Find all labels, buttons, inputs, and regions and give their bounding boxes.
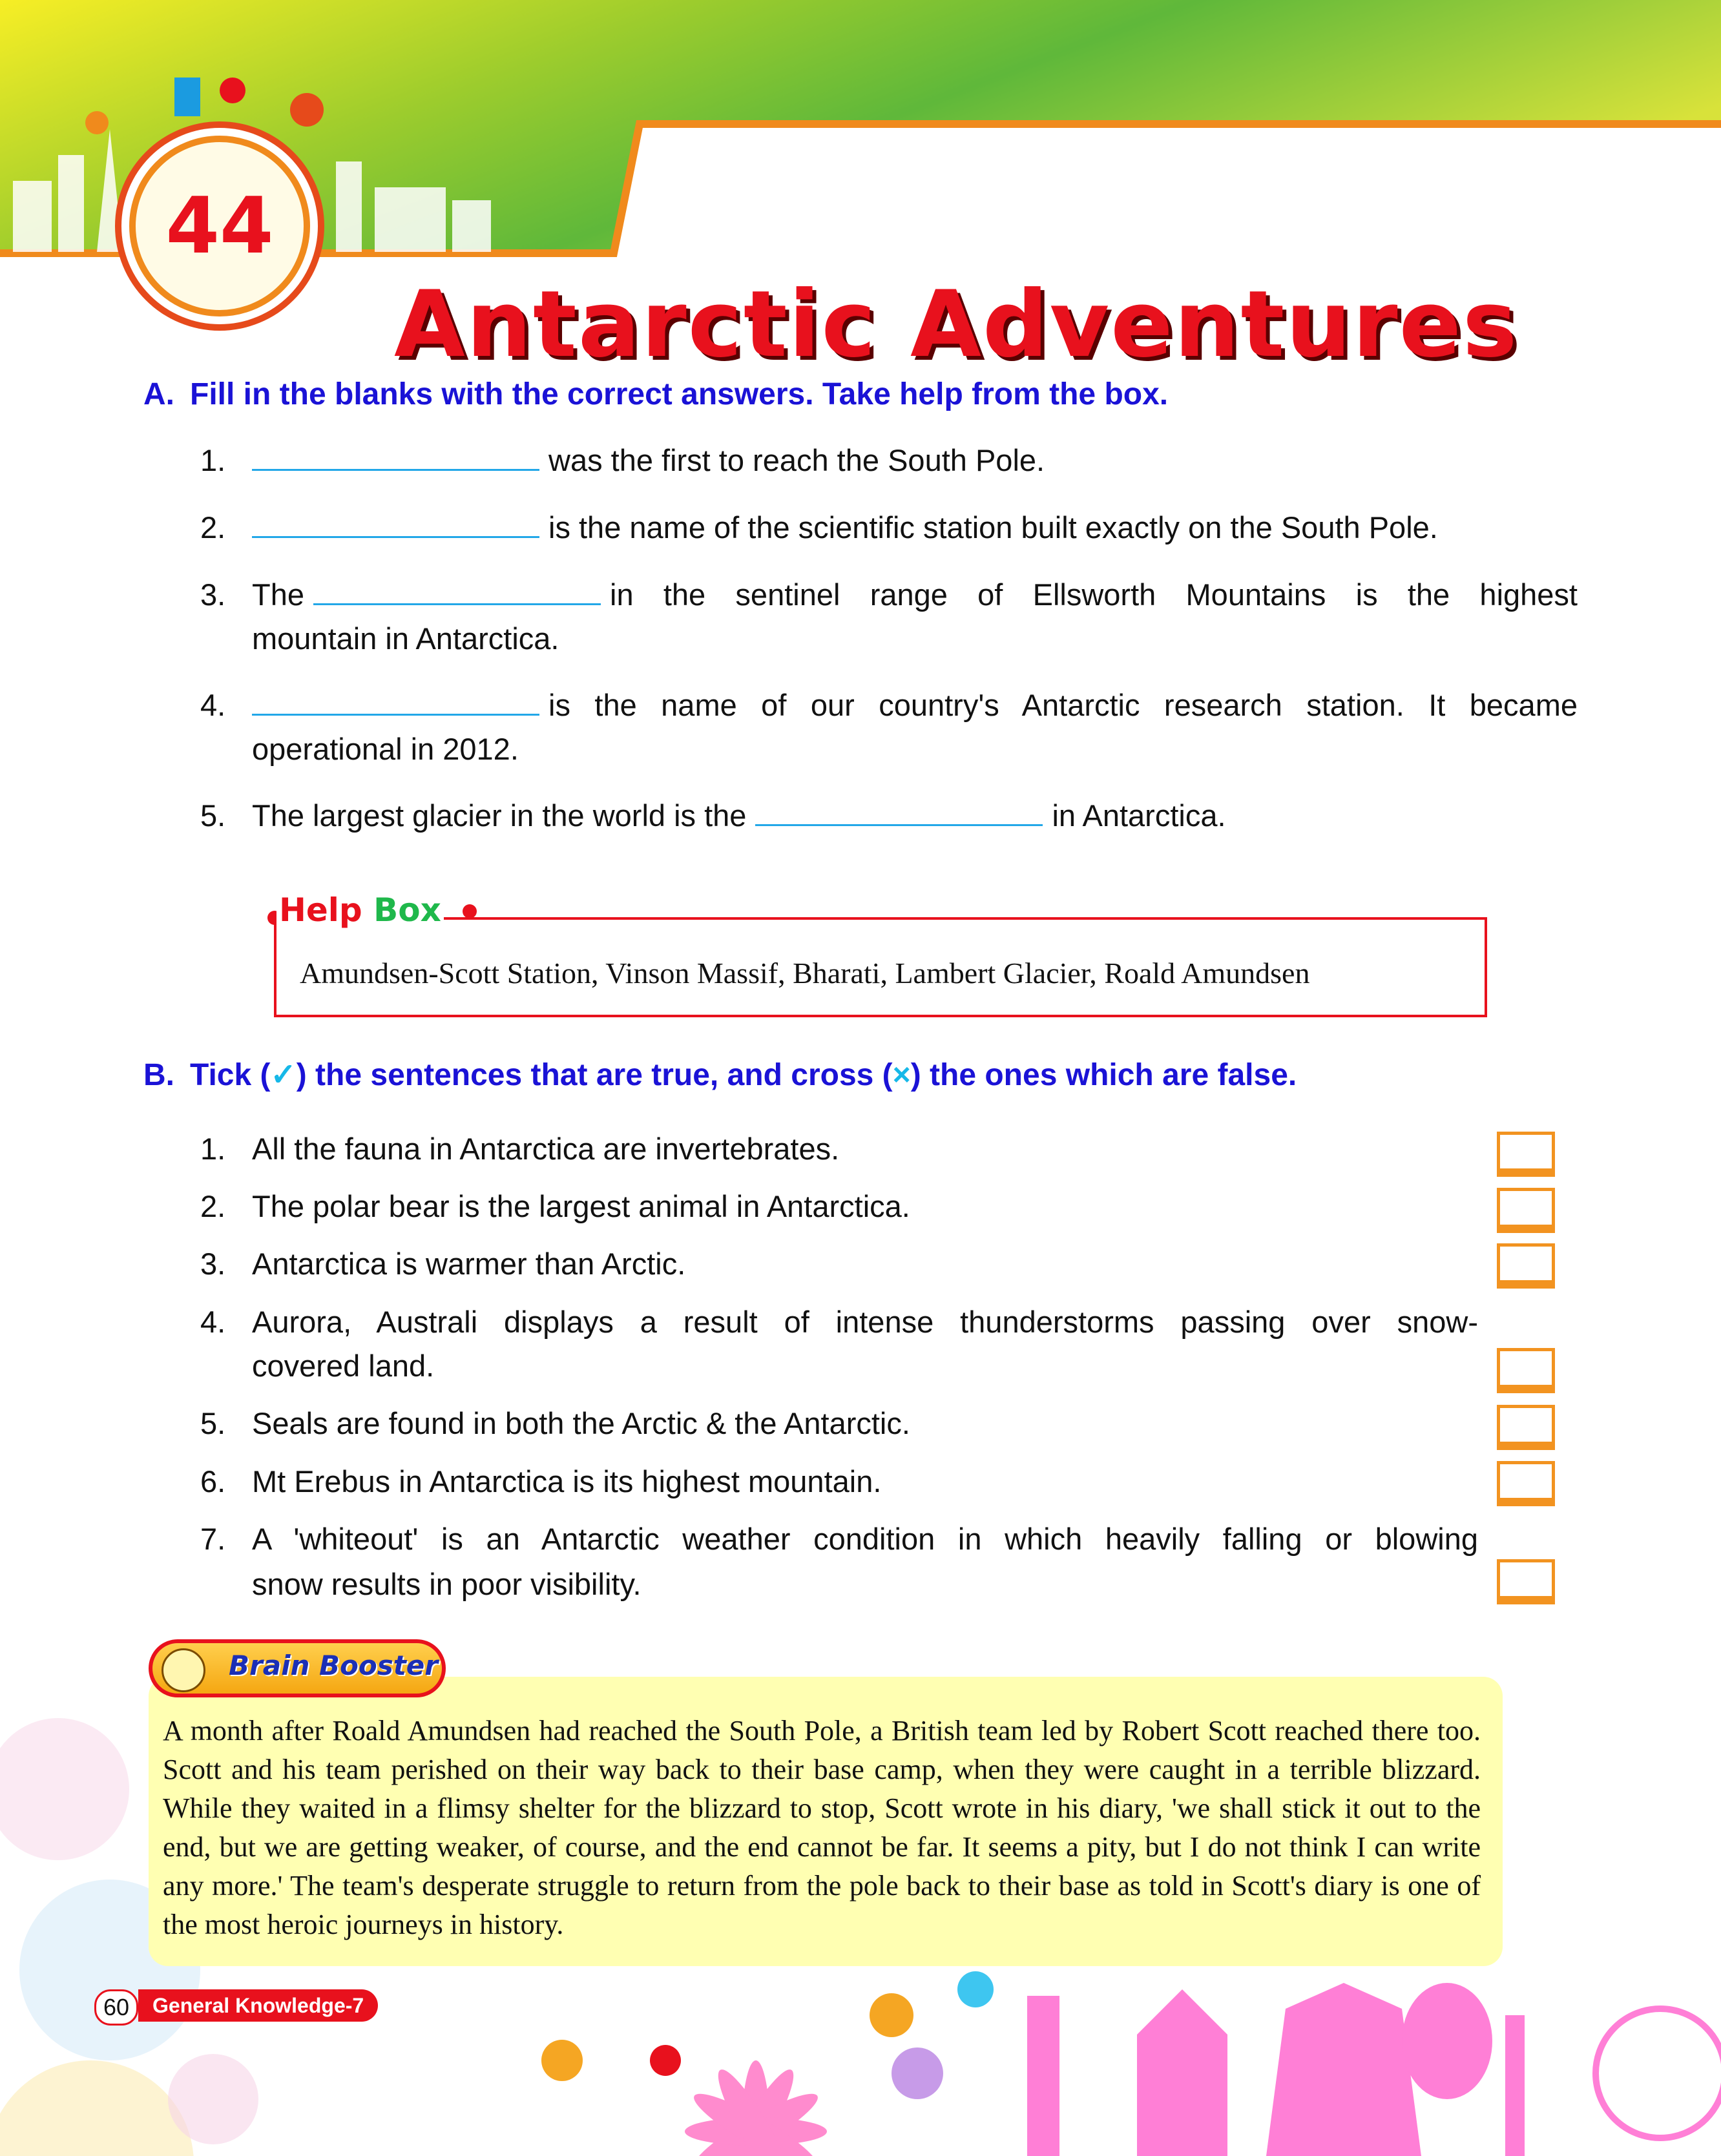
item-a3-number: 3. — [200, 577, 226, 612]
item-b2-number: 2. — [200, 1189, 226, 1223]
section-a-label: A. — [143, 377, 174, 411]
item-b7-text: A 'whiteout' is an Antarctic weather condition in which heavily falling or blowing — [252, 1522, 1478, 1556]
tick-icon: ✓ — [270, 1058, 297, 1092]
item-a2-number: 2. — [200, 510, 226, 544]
item-a3-continued: mountain in Antarctica. — [252, 621, 559, 656]
answer-box-b4[interactable] — [1497, 1348, 1555, 1393]
chapter-number: 44 — [165, 181, 274, 271]
answer-box-b7[interactable] — [1497, 1559, 1555, 1604]
answer-blank[interactable] — [313, 574, 601, 605]
item-a1-text: was the first to reach the South Pole. — [548, 443, 1045, 477]
answer-blank[interactable] — [252, 684, 539, 716]
answer-box-b3[interactable] — [1497, 1243, 1555, 1289]
answer-box-b1[interactable] — [1497, 1132, 1555, 1177]
item-b5-number: 5. — [200, 1406, 226, 1440]
section-a-instruction: Fill in the blanks with the correct answers. Take help from the box. — [190, 377, 1169, 411]
item-a4 — [252, 683, 1578, 728]
item-b3-text: Antarctica is warmer than Arctic. — [252, 1247, 686, 1281]
answer-box-b5[interactable] — [1497, 1405, 1555, 1450]
cross-icon: × — [892, 1058, 911, 1092]
item-b4-continued: covered land. — [252, 1349, 435, 1383]
item-a4-number: 4. — [200, 688, 226, 722]
item-a2-text: is the name of the scientific station built exactly on the South Pole. — [548, 510, 1438, 544]
item-b2-text: The polar bear is the largest animal in Antarctica. — [252, 1189, 910, 1223]
answer-box-b2[interactable] — [1497, 1188, 1555, 1233]
item-b6-text: Mt Erebus in Antarctica is its highest mountain. — [252, 1464, 882, 1498]
chapter-number-badge — [129, 136, 310, 316]
help-title-word2: Box — [373, 891, 441, 929]
item-b1-number: 1. — [200, 1132, 226, 1166]
help-box-dot — [463, 904, 477, 918]
item-a3-pre: The — [252, 577, 304, 612]
help-box-words: Amundsen-Scott Station, Vinson Massif, Bharati, Lambert Glacier, Roald Amundsen — [300, 957, 1310, 990]
item-a5 — [252, 793, 1226, 838]
brain-booster-label: Brain Booster — [229, 1650, 438, 1681]
flower-decoration — [685, 2060, 827, 2156]
item-b3-number: 3. — [200, 1247, 226, 1281]
landmarks-silhouette — [1027, 1983, 1721, 2156]
item-a4-continued: operational in 2012. — [252, 732, 519, 766]
page-title: Antarctic Adventures — [394, 271, 1519, 378]
help-title-word1: Help — [279, 891, 362, 929]
answer-box-b6[interactable] — [1497, 1461, 1555, 1506]
answer-blank[interactable] — [755, 794, 1043, 826]
item-b4-text: Aurora, Australi displays a result of intense thunderstorms passing over snow- — [252, 1305, 1478, 1339]
help-box-title — [276, 891, 444, 929]
item-b7-continued: snow results in poor visibility. — [252, 1567, 641, 1601]
item-a2 — [252, 505, 1438, 550]
item-b6-number: 6. — [200, 1464, 226, 1498]
section-b-instruction-part1: Tick ( — [190, 1058, 271, 1092]
item-a3 — [252, 572, 1578, 617]
section-b-instruction-part3: ) the ones which are false. — [910, 1058, 1297, 1092]
item-a1 — [252, 438, 1045, 483]
page-number: 60 — [94, 1989, 138, 2026]
section-b-label: B. — [143, 1058, 174, 1092]
item-b4-number: 4. — [200, 1305, 226, 1339]
item-a4-text: is the name of our country's Antarctic research station. It became — [548, 688, 1578, 722]
item-a5-text: in Antarctica. — [1052, 798, 1226, 833]
answer-blank[interactable] — [252, 506, 539, 538]
brain-booster-badge — [149, 1639, 446, 1697]
item-a3-text: in the sentinel range of Ellsworth Mountains is the highest — [610, 577, 1578, 612]
item-b7-number: 7. — [200, 1522, 226, 1556]
answer-blank[interactable] — [252, 439, 539, 471]
book-title-tag: General Knowledge-7 — [138, 1989, 378, 2022]
item-a5-number: 5. — [200, 798, 226, 833]
section-b-instruction-part2: ) the sentences that are true, and cross ( — [296, 1058, 893, 1092]
item-a1-number: 1. — [200, 443, 226, 477]
brain-booster-text: A month after Roald Amundsen had reached the South Pole, a British team led by Robert Scott reached there too. Scott and his team perished on their way back to their base camp, when they were caught in a terrible blizzard. While they waited in a flimsy shelter for the blizzard to stop, Scott wrote in his diary, 'we shall stick it out to the end, but we are getting weaker, of course, and the end cannot be far. It seems a pity, but I do not think I can write any more.' The team's desperate struggle to return from the pole back to their base as told in Scott's diary is one of the most heroic journeys in history. — [163, 1715, 1481, 1940]
section-b-heading — [143, 1057, 1297, 1093]
item-b5-text: Seals are found in both the Arctic & the Antarctic. — [252, 1406, 910, 1440]
megaphone-icon — [162, 1648, 205, 1692]
section-a-heading — [143, 377, 1168, 412]
item-b1-text: All the fauna in Antarctica are invertebrates. — [252, 1132, 840, 1166]
item-a5-pre: The largest glacier in the world is the — [252, 798, 747, 833]
